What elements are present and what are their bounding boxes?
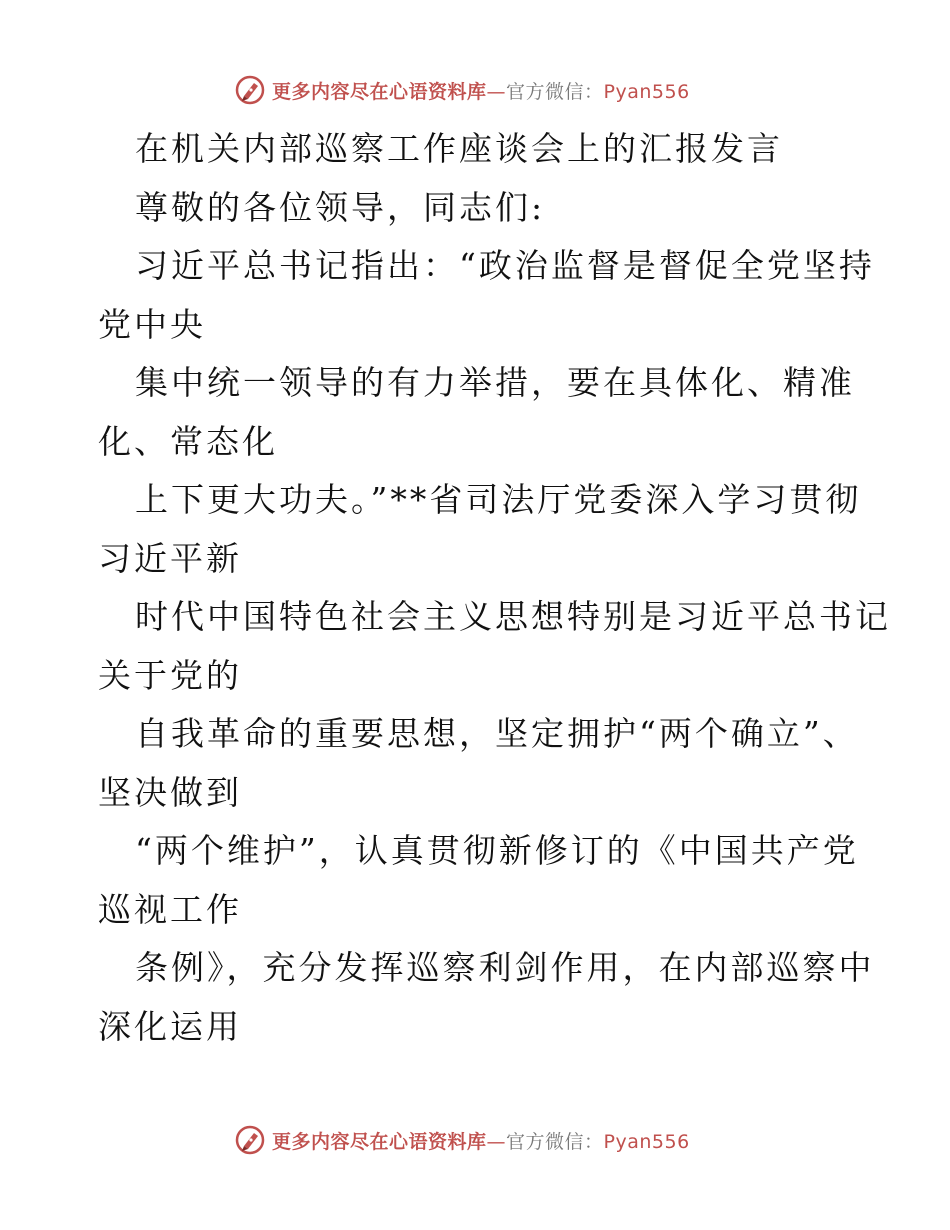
paragraph-line: 习近平新	[98, 538, 242, 578]
paragraph-line: 上下更大功夫。”**省司法厅党委深入学习贯彻	[135, 480, 862, 519]
document-body	[98, 120, 891, 1056]
banner-wechat-label: 官方微信：	[506, 1130, 604, 1153]
paragraph-line: 习近平总书记指出：“政治监督是督促全党坚持	[135, 246, 875, 285]
paragraph-line: 集中统一领导的有力举措，要在具体化、精准	[135, 363, 855, 402]
salutation: 尊敬的各位领导，同志们:	[135, 187, 546, 227]
banner-wechat-label: 官方微信：	[506, 80, 604, 103]
banner-text	[272, 1127, 690, 1154]
header-banner	[234, 72, 690, 108]
paragraph-line: 坚决做到	[98, 772, 242, 812]
footer-banner	[234, 1122, 690, 1158]
banner-wechat-id: Pyan556	[603, 80, 690, 103]
paragraph-line: 条例》，充分发挥巡察利剑作用，在内部巡察中	[135, 948, 875, 987]
banner-dash: —	[486, 1130, 507, 1153]
banner-title: 更多内容尽在心语资料库	[272, 1130, 487, 1153]
paragraph-line: 深化运用	[98, 1006, 242, 1046]
banner-wechat-id: Pyan556	[603, 1130, 690, 1153]
paragraph-line: 关于党的	[98, 655, 242, 695]
banner-text	[272, 77, 690, 104]
banner-dash: —	[486, 80, 507, 103]
paragraph-line: 时代中国特色社会主义思想特别是习近平总书记	[135, 597, 891, 636]
paragraph-line: 化、常态化	[98, 421, 278, 461]
paragraph-line: 党中央	[98, 304, 206, 344]
banner-title: 更多内容尽在心语资料库	[272, 80, 487, 103]
paragraph-line: 巡视工作	[98, 889, 242, 929]
paragraph-line: “两个维护”，认真贯彻新修订的《中国共产党	[135, 831, 859, 870]
paragraph-line: 自我革命的重要思想，坚定拥护“两个确立”、	[135, 714, 859, 753]
doc-title: 在机关内部巡察工作座谈会上的汇报发言	[135, 129, 783, 168]
pen-nib-circle-logo-icon	[234, 74, 266, 106]
pen-nib-circle-logo-icon	[234, 1124, 266, 1156]
